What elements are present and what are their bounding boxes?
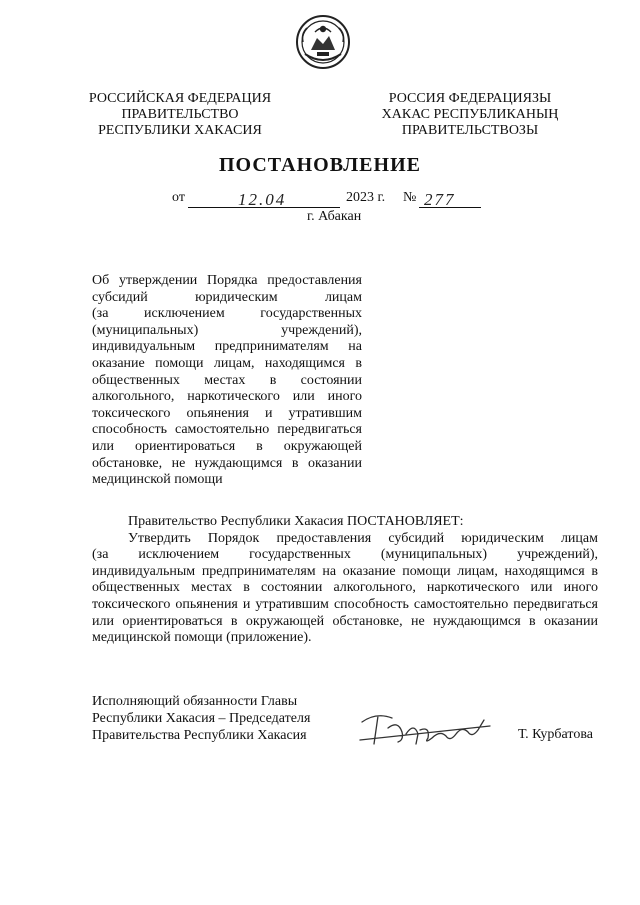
resolution-body (92, 514, 598, 647)
body-line: медицинской помощи (приложение). (92, 630, 312, 646)
body-line: общественных местах в состоянии алкогольного, наркотического или иного (92, 580, 598, 596)
subject-line: оказание помощи лицам, находящимся в (92, 355, 362, 371)
subject-line: (за исключением государственных (92, 306, 362, 322)
body-line: или ориентироваться в окружающей обстановке, не нуждающимся в оказании (92, 613, 598, 629)
subject-line: алкогольного, наркотического или иного (92, 389, 362, 405)
header-right-line: ПРАВИТЕЛЬСТВОЗЫ (401, 123, 539, 138)
body-line: токсического опьянения и утратившим способность самостоятельно передвигаться (92, 596, 598, 612)
subject-line: Об утверждении Порядка предоставления (92, 273, 362, 288)
body-line: индивидуальным предпринимателям на оказание помощи лицам, находящимся в (92, 563, 598, 579)
date-number-line (0, 190, 640, 210)
subject-line: медицинской помощи (92, 472, 223, 488)
number-label: № (403, 190, 417, 205)
subject-line: токсического опьянения и утратившим (92, 405, 362, 421)
subject-line: общественных местах в состоянии (92, 372, 362, 388)
city-label: г. Абакан (307, 209, 362, 224)
body-line: (за исключением государственных (муниципальных) учреждений), (92, 547, 598, 563)
signatory-position (92, 693, 310, 744)
subject-line: или ориентироваться в окружающей (92, 438, 362, 454)
date-prefix: от (172, 190, 185, 205)
header-right-line: ХАКАС РЕСПУБЛИКАНЫҢ (381, 107, 559, 122)
position-line: Правительства Республики Хакасия (92, 728, 307, 743)
document-title: ПОСТАНОВЛЕНИЕ (219, 154, 421, 176)
body-line: Утвердить Порядок предоставления субсидий юридическим лицам (128, 530, 598, 546)
subject-line: субсидий юридическим лицам (92, 289, 362, 305)
header-left-line: ПРАВИТЕЛЬСТВО (121, 107, 239, 122)
header-left-block (85, 91, 275, 139)
header-right-line: РОССИЯ ФЕДЕРАЦИЯЗЫ (388, 91, 552, 106)
body-line: Правительство Республики Хакасия ПОСТАНОВЛЯЕТ: (128, 514, 464, 529)
handwritten-signature (358, 708, 498, 748)
subject-line: способность самостоятельно передвигаться (92, 422, 362, 438)
handwritten-number: 277 (424, 190, 456, 209)
subject-line: обстановке, не нуждающимся в оказании (92, 455, 362, 471)
header-left-line: РЕСПУБЛИКИ ХАКАСИЯ (98, 123, 262, 138)
subject-block (92, 273, 362, 489)
coat-of-arms-emblem (295, 14, 351, 70)
subject-line: (муниципальных) учреждений), (92, 322, 362, 338)
signatory-name: Т. Курбатова (518, 727, 593, 742)
header-right-block (370, 91, 570, 139)
year-label: 2023 г. (346, 190, 386, 205)
position-line: Республики Хакасия – Председателя (92, 711, 311, 726)
header-left-line: РОССИЙСКАЯ ФЕДЕРАЦИЯ (88, 91, 272, 106)
subject-line: индивидуальным предпринимателям на (92, 339, 362, 355)
handwritten-date: 12.04 (238, 190, 287, 209)
position-line: Исполняющий обязанности Главы (92, 694, 298, 709)
